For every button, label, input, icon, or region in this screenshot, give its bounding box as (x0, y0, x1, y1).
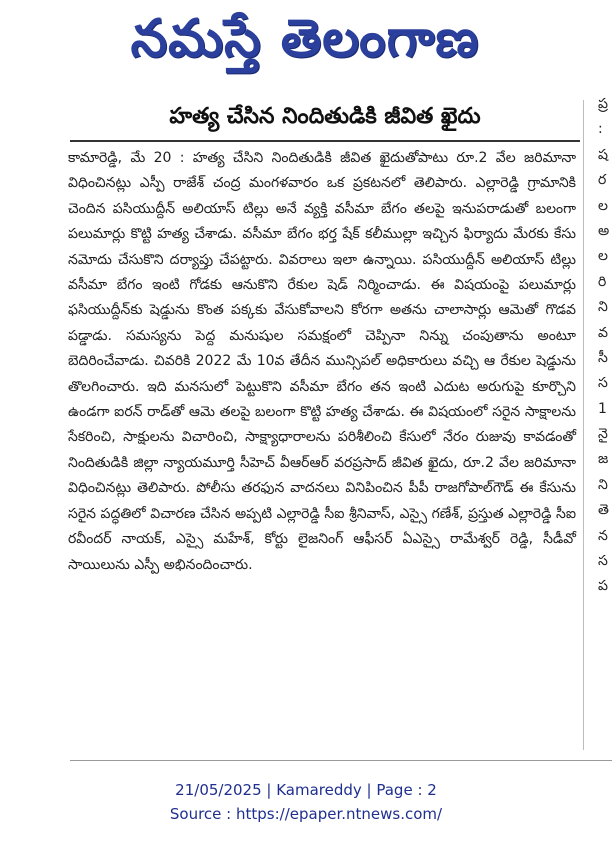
neighbor-glyph: జ (598, 451, 609, 468)
column-divider (583, 100, 584, 750)
masthead-title: నమస్తే తెలంగాణ (130, 8, 480, 69)
neighbor-glyph: స (598, 375, 608, 392)
neighbor-glyph: : (598, 121, 603, 138)
neighbor-glyph: ప (598, 578, 608, 595)
neighbor-glyph: ని (598, 299, 608, 316)
neighbor-glyph: స (598, 553, 608, 570)
masthead (70, 4, 540, 86)
neighbor-glyph: ప్ర (598, 96, 608, 112)
neighbor-glyph: ర (598, 172, 607, 189)
neighbor-glyph: నై (598, 426, 608, 443)
article-paragraph: కామారెడ్డి, మే 20 : హత్య చేసిని నిందితుడికి జీవిత ఖైదుతోపాటు రూ.2 వేల జరిమానా విధించినట్లు ఎస్పీ రాజేశ్ చంద్ర మంగళవారం ఒక ప్రకటనలో తెలిపారు. ఎల్లారెడ్డి గ్రామానికి చెందిన పసియుద్దీన్ అలియాస్ టిల్లు అనే వ్యక్తి వసీమా బేగం తలపై ఇనుపరాడుతో బలంగా పలుమార్లు కొట్టి హత్య చేశాడు. వసీమా బేగం భర్త షేక్ కలీముల్లా ఇచ్చిన ఫిర్యాదు మేరకు కేసు నమోదు చేసుకొని దర్యాప్తు చేపట్టారు. వివరాలు ఇలా ఉన్నాయి. పసియుద్దీన్ అలియాస్ టిల్లు వసీమా బేగం ఇంటి గోడకు ఆనుకొని రేకుల షెడ్ నిర్మించాడు. ఈ విషయంపై పలుమార్లు ఫసియుద్దీన్‌కు షెడ్డును కొంత పక్కకు వేసుకోవాలని కోరగా అతను చాలాసార్లు ఆమెతో గొడవ పడ్డాడు. సమస్యను పెద్ద మనుషుల సమక్షంలో చెప్పినా నిన్ను చంపుతాను అంటూ బెదిరించేవాడు. చివరికి 2022 మే 10వ తేదీన మున్సిపల్ అధికారులు వచ్చి ఆ రేకుల షెడ్డును తొలగించారు. ఇది మనసులో పెట్టుకొని వసీమా బేగం తన ఇంటి ఎదుట అరుగుపై కూర్చొని ఉండగా ఐరన్ రాడ్‌తో ఆమె తలపై బలంగా కొట్టి హత్య చేశాడు. ఈ విషయంలో సరైన సాక్షాలను సేకరించి, సాక్షులను విచారించి, సాక్ష్యాధారాలను పరిశీలించి కేసులో నేరం రుజువు కావడంతో నిందితుడికి జిల్లా న్యాయమూర్తి సీహెచ్ వీఆర్ఆర్ వరప్రసాద్ జీవిత ఖైదు, రూ.2 వేల జరిమానా విధించినట్లు తెలిపారు. పోలీసు తరఫున వాదనలు వినిపించిన పీపీ రాజగోపాల్‌గౌడ్ ఈ కేసును సరైన పద్ధతిలో విచారణ చేసిన అప్పటి ఎల్లారెడ్డి సీఐ శ్రీనివాస్, ఎస్సై గణేశ్, ప్రస్తుత ఎల్లారెడ్డి సీఐ రవీందర్ నాయక్, ఎస్సై మహేశ్, కోర్టు లైజనింగ్ ఆఫీసర్ ఏఎస్సై రామేశ్వర్ రెడ్డి, సీడీవో సాయిలును ఎస్పీ అభినందించారు. (68, 150, 576, 573)
neighbor-glyph: ల (598, 248, 608, 265)
neighbor-glyph: వ (598, 324, 608, 341)
article-headline: హత్య చేసిన నిందితుడికి జీవిత ఖైదు (169, 104, 481, 129)
neighbor-glyph: అ (598, 222, 610, 239)
neighbor-glyph: రి (598, 273, 607, 290)
headline-divider (70, 140, 580, 142)
article-body (68, 146, 576, 578)
neighbor-glyph: ని (598, 476, 608, 493)
page-footer (0, 778, 612, 826)
neighbor-glyph: 1 (598, 400, 607, 417)
neighbor-glyph: న (598, 527, 608, 544)
footer-divider (70, 760, 612, 761)
neighbor-glyph: సీ (598, 349, 608, 366)
neighbor-glyph: తె (598, 502, 609, 519)
neighbor-glyph: ష (598, 146, 608, 163)
neighbor-column (598, 92, 612, 600)
source-link[interactable]: Source : https://epaper.ntnews.com/ (169, 805, 443, 823)
neighbor-glyph: ల (598, 197, 608, 214)
edition-info: 21/05/2025 | Kamareddy | Page : 2 (175, 781, 437, 799)
